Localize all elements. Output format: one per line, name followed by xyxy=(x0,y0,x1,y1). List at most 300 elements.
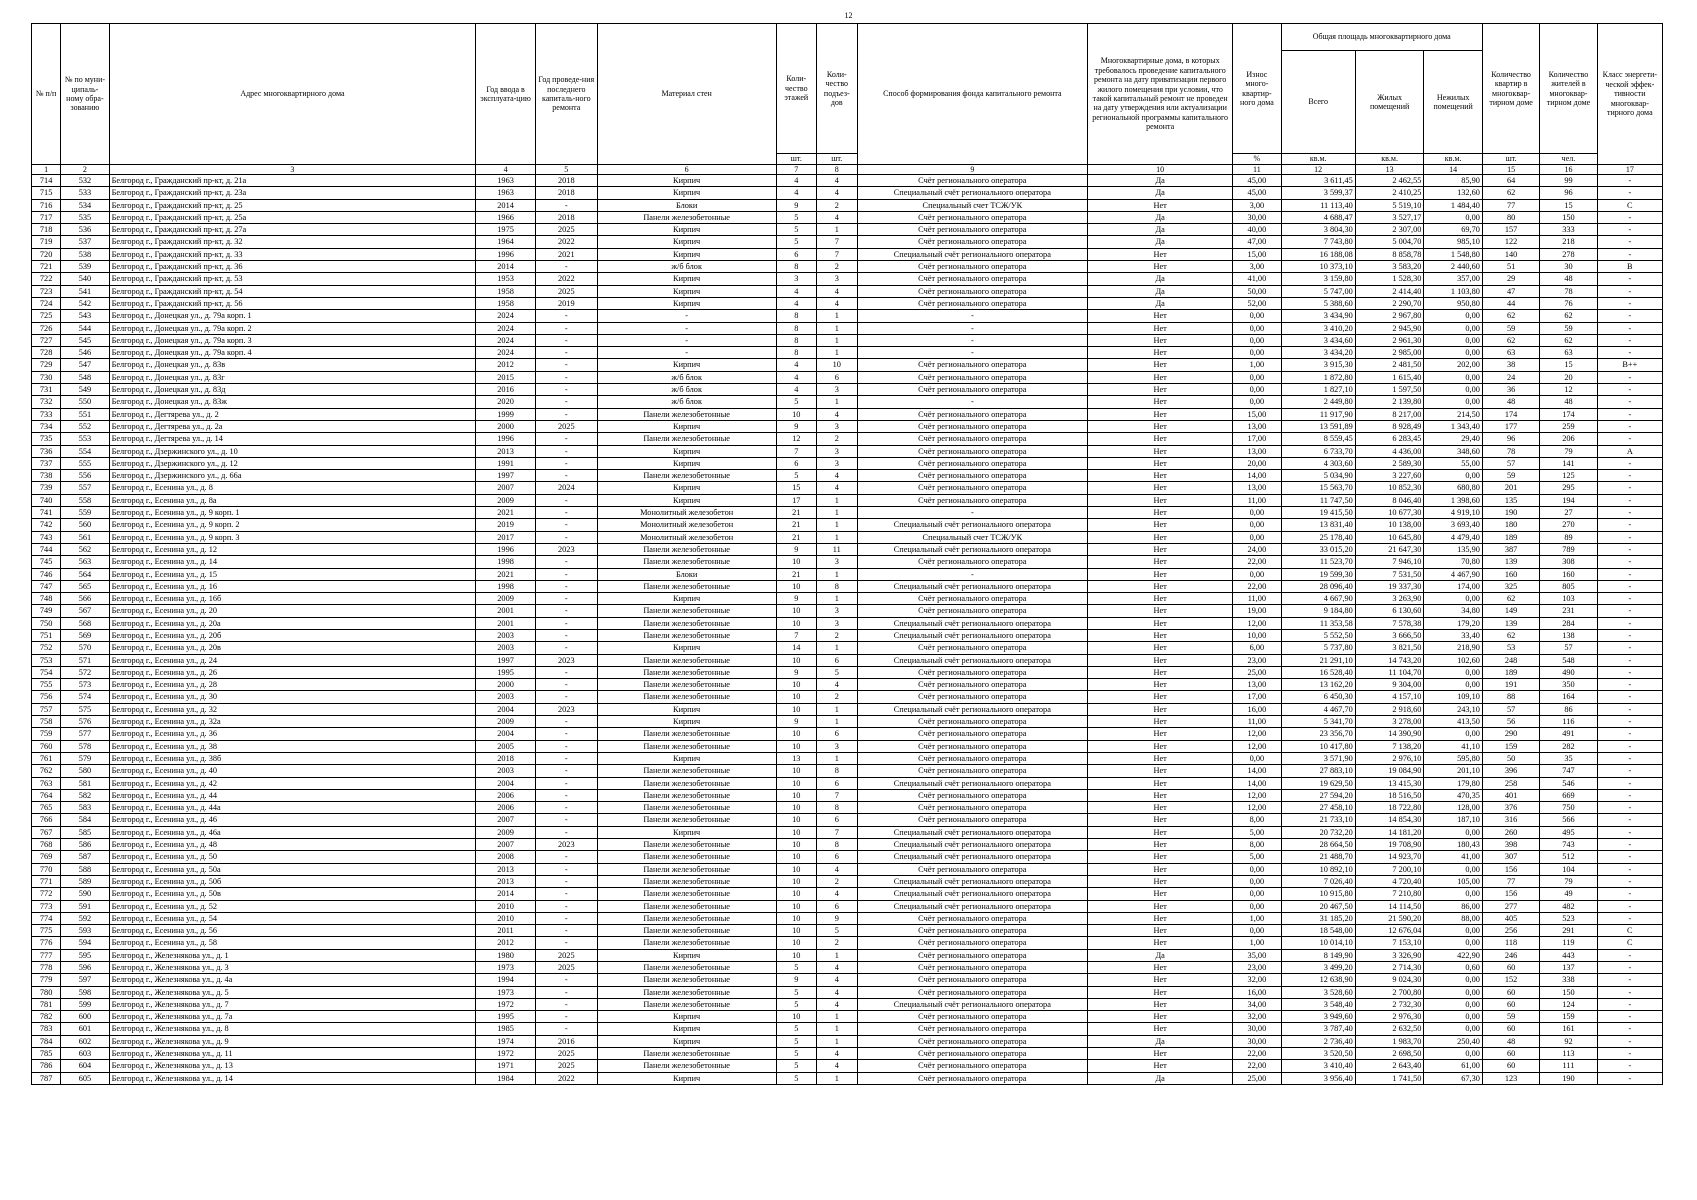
table-cell: 8 xyxy=(817,839,857,851)
table-cell: 0,00 xyxy=(1233,888,1281,900)
table-cell: Счёт регионального оператора xyxy=(857,445,1088,457)
table-cell: - xyxy=(535,433,597,445)
table-cell: 586 xyxy=(61,839,109,851)
table-cell: 8 xyxy=(776,322,816,334)
table-cell: 3 xyxy=(817,420,857,432)
table-cell: 44 xyxy=(1482,297,1539,309)
table-cell: 19 415,50 xyxy=(1281,507,1355,519)
table-cell: - xyxy=(1597,740,1662,752)
table-cell: 67,30 xyxy=(1424,1072,1483,1084)
table-cell: 1 xyxy=(817,347,857,359)
table-cell: Нет xyxy=(1088,1060,1233,1072)
table-cell: Счёт регионального оператора xyxy=(857,666,1088,678)
table-cell: 13 591,89 xyxy=(1281,420,1355,432)
table-cell: 59 xyxy=(1482,1011,1539,1023)
table-cell: 0,00 xyxy=(1233,334,1281,346)
table-cell: 2014 xyxy=(476,261,536,273)
table-cell: - xyxy=(1597,347,1662,359)
table-cell: - xyxy=(1597,851,1662,863)
table-header xyxy=(32,24,1663,175)
table-cell: Кирпич xyxy=(597,593,776,605)
table-cell: 376 xyxy=(1482,802,1539,814)
table-cell: 7 946,10 xyxy=(1355,556,1424,568)
table-cell: 0,60 xyxy=(1424,962,1483,974)
table-row xyxy=(32,1072,1663,1084)
table-cell: 1 548,80 xyxy=(1424,248,1483,260)
table-cell: 8 217,00 xyxy=(1355,408,1424,420)
table-cell: 14 923,70 xyxy=(1355,851,1424,863)
table-cell: Нет xyxy=(1088,371,1233,383)
table-cell: Кирпич xyxy=(597,826,776,838)
table-cell: 2 714,30 xyxy=(1355,962,1424,974)
table-cell: 28 096,40 xyxy=(1281,580,1355,592)
table-cell: 316 xyxy=(1482,814,1539,826)
table-cell: 4 xyxy=(776,187,816,199)
table-cell: 25,00 xyxy=(1233,1072,1281,1084)
table-cell: 35,00 xyxy=(1233,949,1281,961)
table-cell: Панели железобетонные xyxy=(597,740,776,752)
table-cell: 4 xyxy=(817,998,857,1010)
table-cell: 0,00 xyxy=(1424,666,1483,678)
table-cell: 470,35 xyxy=(1424,789,1483,801)
table-cell: 750 xyxy=(1540,802,1597,814)
table-cell: 16 188,08 xyxy=(1281,248,1355,260)
housing-register-table xyxy=(31,23,1663,1085)
table-cell: 4 xyxy=(817,482,857,494)
table-cell: 78 xyxy=(1540,285,1597,297)
table-cell: 2019 xyxy=(476,519,536,531)
table-cell: 729 xyxy=(32,359,61,371)
table-row xyxy=(32,1035,1663,1047)
table-cell: 9 xyxy=(817,912,857,924)
table-cell: 6 283,45 xyxy=(1355,433,1424,445)
table-cell: 786 xyxy=(32,1060,61,1072)
table-cell: 2004 xyxy=(476,703,536,715)
table-cell: 4 xyxy=(776,371,816,383)
table-cell: 0,00 xyxy=(1424,863,1483,875)
table-cell: 2004 xyxy=(476,728,536,740)
table-cell: 11 523,70 xyxy=(1281,556,1355,568)
table-cell: 5 xyxy=(776,470,816,482)
table-cell: 2018 xyxy=(535,187,597,199)
table-cell: 1 xyxy=(817,531,857,543)
table-cell: 10,00 xyxy=(1233,629,1281,641)
table-cell: Нет xyxy=(1088,199,1233,211)
table-cell: 6 xyxy=(817,371,857,383)
table-cell: 139 xyxy=(1482,617,1539,629)
table-cell: 13 831,40 xyxy=(1281,519,1355,531)
table-cell: - xyxy=(1597,998,1662,1010)
table-cell: Нет xyxy=(1088,789,1233,801)
table-cell: 563 xyxy=(61,556,109,568)
table-cell: 2009 xyxy=(476,593,536,605)
table-cell: Кирпич xyxy=(597,285,776,297)
table-cell: Нет xyxy=(1088,482,1233,494)
table-cell: Специальный счёт регионального оператора xyxy=(857,654,1088,666)
table-cell: 160 xyxy=(1482,568,1539,580)
table-cell: 482 xyxy=(1540,900,1597,912)
column-number: 17 xyxy=(1597,165,1662,175)
table-row xyxy=(32,531,1663,543)
table-cell: 0,00 xyxy=(1424,728,1483,740)
table-cell: 10 xyxy=(776,851,816,863)
table-cell: 771 xyxy=(32,875,61,887)
table-cell: 10 xyxy=(776,802,816,814)
table-cell: 744 xyxy=(32,543,61,555)
table-cell: 3 xyxy=(817,605,857,617)
table-row xyxy=(32,949,1663,961)
table-cell: 3 xyxy=(817,384,857,396)
table-cell: 561 xyxy=(61,531,109,543)
table-cell: Нет xyxy=(1088,839,1233,851)
table-cell: 5 xyxy=(776,1072,816,1084)
table-cell: 560 xyxy=(61,519,109,531)
table-cell: Нет xyxy=(1088,359,1233,371)
table-cell: 0,00 xyxy=(1424,371,1483,383)
table-row xyxy=(32,457,1663,469)
table-row xyxy=(32,937,1663,949)
table-cell: 0,00 xyxy=(1233,752,1281,764)
column-number: 10 xyxy=(1088,165,1233,175)
table-cell: Счёт регионального оператора xyxy=(857,556,1088,568)
table-cell: 156 xyxy=(1482,863,1539,875)
table-cell: 1995 xyxy=(476,666,536,678)
table-cell: 116 xyxy=(1540,716,1597,728)
table-cell: 190 xyxy=(1540,1072,1597,1084)
table-cell: 604 xyxy=(61,1060,109,1072)
table-cell: Нет xyxy=(1088,986,1233,998)
table-cell: 2018 xyxy=(535,211,597,223)
table-cell: Специальный счёт регионального оператора xyxy=(857,543,1088,555)
table-cell: Белгород г., Есенина ул., д. 38б xyxy=(109,752,476,764)
table-cell: 10 xyxy=(776,826,816,838)
table-cell: 11 917,90 xyxy=(1281,408,1355,420)
table-cell: Нет xyxy=(1088,568,1233,580)
table-cell: 2 449,80 xyxy=(1281,396,1355,408)
table-cell: Белгород г., Есенина ул., д. 14 xyxy=(109,556,476,568)
header-cell: Нежилых помещений xyxy=(1424,51,1483,154)
table-cell: Белгород г., Есенина ул., д. 32 xyxy=(109,703,476,715)
table-cell: 60 xyxy=(1482,1060,1539,1072)
table-cell: Нет xyxy=(1088,531,1233,543)
table-cell: 739 xyxy=(32,482,61,494)
table-cell: 8 858,78 xyxy=(1355,248,1424,260)
table-cell: 778 xyxy=(32,962,61,974)
table-cell: Панели железобетонные xyxy=(597,974,776,986)
table-cell: Панели железобетонные xyxy=(597,1048,776,1060)
table-cell: Нет xyxy=(1088,752,1233,764)
table-cell: 2024 xyxy=(476,322,536,334)
table-cell: Белгород г., Железнякова ул., д. 5 xyxy=(109,986,476,998)
table-cell: 3 787,40 xyxy=(1281,1023,1355,1035)
table-cell: 31 185,20 xyxy=(1281,912,1355,924)
table-cell: - xyxy=(535,384,597,396)
table-cell: 8,00 xyxy=(1233,814,1281,826)
table-cell: 10 373,10 xyxy=(1281,261,1355,273)
table-cell: 753 xyxy=(32,654,61,666)
table-cell: 748 xyxy=(32,593,61,605)
table-cell: 27 883,10 xyxy=(1281,765,1355,777)
table-cell: 9 xyxy=(776,420,816,432)
table-cell: 2012 xyxy=(476,937,536,949)
table-cell: Кирпич xyxy=(597,359,776,371)
table-cell: В++ xyxy=(1597,359,1662,371)
table-cell: - xyxy=(1597,507,1662,519)
table-cell: 2 xyxy=(817,937,857,949)
table-cell: 20,00 xyxy=(1233,457,1281,469)
table-cell: - xyxy=(535,925,597,937)
table-cell: - xyxy=(1597,863,1662,875)
table-cell: 5 xyxy=(776,1060,816,1072)
table-cell: 4 xyxy=(817,211,857,223)
table-cell: 396 xyxy=(1482,765,1539,777)
table-cell: 159 xyxy=(1540,1011,1597,1023)
table-row xyxy=(32,1060,1663,1072)
table-cell: 3 611,45 xyxy=(1281,175,1355,187)
table-cell: 2012 xyxy=(476,359,536,371)
table-cell: 174,00 xyxy=(1424,580,1483,592)
table-row xyxy=(32,1023,1663,1035)
table-cell: 15,00 xyxy=(1233,248,1281,260)
table-cell: - xyxy=(1597,986,1662,998)
table-cell: 338 xyxy=(1540,974,1597,986)
table-cell: 11,00 xyxy=(1233,593,1281,605)
table-cell: 566 xyxy=(61,593,109,605)
table-cell: 1971 xyxy=(476,1060,536,1072)
table-cell: Кирпич xyxy=(597,175,776,187)
table-cell: - xyxy=(1597,1011,1662,1023)
table-cell: 533 xyxy=(61,187,109,199)
table-cell: 3 821,50 xyxy=(1355,642,1424,654)
table-cell: Панели железобетонные xyxy=(597,888,776,900)
table-cell: 6 xyxy=(776,248,816,260)
table-cell: - xyxy=(1597,642,1662,654)
table-cell: - xyxy=(535,457,597,469)
table-cell: 10 xyxy=(776,888,816,900)
table-cell: 4 xyxy=(776,384,816,396)
table-cell: 10 xyxy=(776,580,816,592)
table-cell: - xyxy=(535,445,597,457)
table-cell: Белгород г., Гражданский пр-кт, д. 25 xyxy=(109,199,476,211)
table-cell: 6 xyxy=(817,900,857,912)
table-cell: 0,00 xyxy=(1424,322,1483,334)
table-cell: 592 xyxy=(61,912,109,924)
table-cell: 741 xyxy=(32,507,61,519)
table-cell: 191 xyxy=(1482,679,1539,691)
table-cell: 595 xyxy=(61,949,109,961)
table-cell: 9 xyxy=(776,199,816,211)
table-row xyxy=(32,310,1663,322)
table-cell: 1980 xyxy=(476,949,536,961)
table-cell: 405 xyxy=(1482,912,1539,924)
table-cell: - xyxy=(535,802,597,814)
table-cell: 3 xyxy=(817,556,857,568)
table-cell: 10 xyxy=(776,691,816,703)
column-number: 9 xyxy=(857,165,1088,175)
table-cell: 19 599,30 xyxy=(1281,568,1355,580)
table-cell: 10 xyxy=(817,359,857,371)
table-cell: 1998 xyxy=(476,556,536,568)
table-cell: 562 xyxy=(61,543,109,555)
table-cell: Панели железобетонные xyxy=(597,998,776,1010)
table-row xyxy=(32,986,1663,998)
table-cell: 29,40 xyxy=(1424,433,1483,445)
table-cell: Счёт регионального оператора xyxy=(857,802,1088,814)
table-cell: Панели железобетонные xyxy=(597,962,776,974)
table-cell: 2025 xyxy=(535,224,597,236)
table-row xyxy=(32,175,1663,187)
table-cell: 14 114,50 xyxy=(1355,900,1424,912)
table-cell: Панели железобетонные xyxy=(597,433,776,445)
table-cell: Нет xyxy=(1088,863,1233,875)
table-cell: - xyxy=(535,777,597,789)
table-cell: Нет xyxy=(1088,543,1233,555)
table-cell: Панели железобетонные xyxy=(597,580,776,592)
table-cell: 4 157,10 xyxy=(1355,691,1424,703)
table-cell: 571 xyxy=(61,654,109,666)
table-cell: 2 945,90 xyxy=(1355,322,1424,334)
table-cell: 12 638,90 xyxy=(1281,974,1355,986)
table-cell: 722 xyxy=(32,273,61,285)
table-cell: 10 xyxy=(776,728,816,740)
table-cell: 63 xyxy=(1482,347,1539,359)
table-cell: Специальный счёт регионального оператора xyxy=(857,248,1088,260)
table-cell: 60 xyxy=(1482,998,1539,1010)
table-cell: Белгород г., Есенина ул., д. 56 xyxy=(109,925,476,937)
table-cell: Белгород г., Есенина ул., д. 9 корп. 1 xyxy=(109,507,476,519)
table-cell: - xyxy=(535,322,597,334)
table-cell: Да xyxy=(1088,297,1233,309)
table-cell: 60 xyxy=(1482,986,1539,998)
table-cell: 10 xyxy=(776,949,816,961)
table-cell: Кирпич xyxy=(597,1035,776,1047)
table-cell: 1 615,40 xyxy=(1355,371,1424,383)
table-cell: 3 434,60 xyxy=(1281,334,1355,346)
table-cell: 1 528,30 xyxy=(1355,273,1424,285)
table-cell: Счёт регионального оператора xyxy=(857,962,1088,974)
header-cell: Количество жителей в многоквар-тирном доме xyxy=(1540,24,1597,154)
table-cell: 4 xyxy=(817,297,857,309)
table-cell: 523 xyxy=(1540,912,1597,924)
table-cell: 278 xyxy=(1540,248,1597,260)
table-cell: 77 xyxy=(1482,875,1539,887)
table-cell: 443 xyxy=(1540,949,1597,961)
table-cell: 14 xyxy=(776,642,816,654)
table-cell: - xyxy=(535,261,597,273)
table-cell: Да xyxy=(1088,1035,1233,1047)
table-row xyxy=(32,851,1663,863)
table-row xyxy=(32,359,1663,371)
table-cell: 79 xyxy=(1540,875,1597,887)
header-cell: № по муни-ципаль-ному обра-зованию xyxy=(61,24,109,165)
table-cell: 13,00 xyxy=(1233,420,1281,432)
table-cell: 2 632,50 xyxy=(1355,1023,1424,1035)
table-cell: 6 450,30 xyxy=(1281,691,1355,703)
table-cell: - xyxy=(1597,248,1662,260)
table-cell: 566 xyxy=(1540,814,1597,826)
table-cell: 8 xyxy=(776,334,816,346)
table-cell: 2 976,30 xyxy=(1355,1011,1424,1023)
table-row xyxy=(32,273,1663,285)
table-cell: Кирпич xyxy=(597,1023,776,1035)
table-cell: 789 xyxy=(1540,543,1597,555)
table-cell: Нет xyxy=(1088,875,1233,887)
table-cell: 11,00 xyxy=(1233,716,1281,728)
table-row xyxy=(32,765,1663,777)
table-cell: 45,00 xyxy=(1233,187,1281,199)
table-cell: А xyxy=(1597,445,1662,457)
table-cell: 1 xyxy=(817,507,857,519)
table-cell: 595,80 xyxy=(1424,752,1483,764)
table-cell: Панели железобетонные xyxy=(597,900,776,912)
table-cell: 7 531,50 xyxy=(1355,568,1424,580)
table-cell: Белгород г., Железнякова ул., д. 13 xyxy=(109,1060,476,1072)
table-cell: 0,00 xyxy=(1424,974,1483,986)
table-cell: - xyxy=(1597,273,1662,285)
table-cell: С xyxy=(1597,199,1662,211)
table-cell: 547 xyxy=(61,359,109,371)
table-cell: 5 747,00 xyxy=(1281,285,1355,297)
table-cell: 573 xyxy=(61,679,109,691)
table-cell: 11 104,70 xyxy=(1355,666,1424,678)
table-cell: 2003 xyxy=(476,629,536,641)
table-cell: - xyxy=(1597,654,1662,666)
table-cell: - xyxy=(1597,703,1662,715)
table-cell: 2 xyxy=(817,629,857,641)
table-cell: 0,00 xyxy=(1424,334,1483,346)
table-cell: 15 xyxy=(776,482,816,494)
table-cell: 8 xyxy=(776,310,816,322)
header-cell: Износ много-квартир-ного дома xyxy=(1233,24,1281,154)
table-cell: 3 528,60 xyxy=(1281,986,1355,998)
table-cell: 737 xyxy=(32,457,61,469)
table-cell: 558 xyxy=(61,494,109,506)
table-cell: 5,00 xyxy=(1233,826,1281,838)
table-cell: 333 xyxy=(1540,224,1597,236)
table-cell: 495 xyxy=(1540,826,1597,838)
table-cell: 7 xyxy=(817,826,857,838)
table-cell: 11,00 xyxy=(1233,494,1281,506)
table-cell: 735 xyxy=(32,433,61,445)
table-cell: 15 xyxy=(1540,359,1597,371)
table-cell: 41,10 xyxy=(1424,740,1483,752)
table-cell: 767 xyxy=(32,826,61,838)
table-cell: Нет xyxy=(1088,605,1233,617)
column-number: 12 xyxy=(1281,165,1355,175)
table-cell: 78 xyxy=(1482,445,1539,457)
table-cell: - xyxy=(535,605,597,617)
table-cell: 109,10 xyxy=(1424,691,1483,703)
table-cell: 758 xyxy=(32,716,61,728)
table-cell: Панели железобетонные xyxy=(597,543,776,555)
table-cell: Белгород г., Железнякова ул., д. 14 xyxy=(109,1072,476,1084)
table-cell: 545 xyxy=(61,334,109,346)
table-cell: 47,00 xyxy=(1233,236,1281,248)
table-cell: 583 xyxy=(61,802,109,814)
table-cell: Счёт регионального оператора xyxy=(857,433,1088,445)
table-cell: 772 xyxy=(32,888,61,900)
unit-cell: шт. xyxy=(817,154,857,165)
table-cell: 9 xyxy=(776,974,816,986)
table-cell: Нет xyxy=(1088,974,1233,986)
table-cell: - xyxy=(1597,396,1662,408)
table-cell: 5 xyxy=(776,236,816,248)
table-cell: - xyxy=(1597,802,1662,814)
table-cell: 1,00 xyxy=(1233,912,1281,924)
table-cell: 10 xyxy=(776,839,816,851)
table-cell: 7 210,80 xyxy=(1355,888,1424,900)
table-row xyxy=(32,433,1663,445)
